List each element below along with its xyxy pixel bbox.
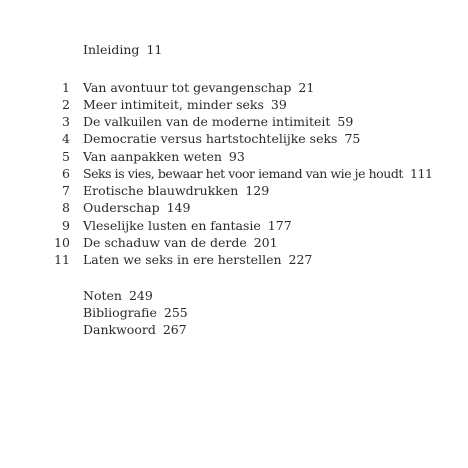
toc-chapter-number: 4 bbox=[62, 131, 70, 146]
toc-entry-title bbox=[83, 217, 292, 235]
toc-page-number: 11 bbox=[146, 42, 163, 57]
toc-title-text: Vleselijke lusten en fantasie bbox=[83, 218, 261, 233]
toc-entry-title bbox=[83, 304, 188, 322]
toc-chapter-number: 6 bbox=[62, 166, 70, 181]
toc-page-number: 75 bbox=[344, 131, 361, 146]
toc-page-number: 227 bbox=[288, 252, 313, 267]
toc-entry-title bbox=[83, 130, 360, 148]
toc-entry-chapter-1 bbox=[0, 79, 468, 97]
toc-title-text: Democratie versus hartstochtelijke seks bbox=[83, 131, 338, 146]
toc-entry-chapter-2 bbox=[0, 96, 468, 114]
toc-chapter-number: 7 bbox=[62, 183, 70, 198]
toc-entry-title bbox=[83, 321, 187, 339]
toc-page-number: 111 bbox=[409, 166, 433, 181]
toc-chapter-number: 10 bbox=[54, 235, 70, 250]
toc-entry-chapter-7 bbox=[0, 182, 468, 200]
toc-entry-title bbox=[83, 287, 153, 305]
toc-entry-title bbox=[83, 165, 432, 183]
toc-entry-bibliography bbox=[0, 304, 468, 322]
toc-page-number: 129 bbox=[245, 183, 270, 198]
toc-entry-title bbox=[83, 251, 312, 269]
toc-page-number: 59 bbox=[337, 114, 354, 129]
toc-entry-chapter-6 bbox=[0, 165, 468, 183]
toc-page-number: 149 bbox=[166, 200, 191, 215]
toc-title-text: Van aanpakken weten bbox=[83, 149, 222, 164]
toc-page-number: 39 bbox=[270, 97, 287, 112]
toc-chapter-number: 3 bbox=[62, 114, 70, 129]
toc-page-number: 93 bbox=[228, 149, 245, 164]
toc-entry-notes bbox=[0, 287, 468, 305]
toc-entry-title bbox=[83, 148, 245, 166]
toc-chapter-number: 5 bbox=[62, 149, 70, 164]
toc-chapter-number: 9 bbox=[62, 218, 70, 233]
toc-entry-chapter-4 bbox=[0, 130, 468, 148]
toc-entry-title bbox=[83, 234, 278, 252]
toc-title-text: Ouderschap bbox=[83, 200, 160, 215]
toc-entry-title bbox=[83, 182, 269, 200]
toc-entry-chapter-11 bbox=[0, 251, 468, 269]
toc-entry-chapter-5 bbox=[0, 148, 468, 166]
toc-title-text: De valkuilen van de moderne intimiteit bbox=[83, 114, 331, 129]
toc-title-text: Van avontuur tot gevangenschap bbox=[83, 80, 292, 95]
toc-entry-chapter-3 bbox=[0, 113, 468, 131]
toc-chapter-number: 1 bbox=[62, 80, 70, 95]
toc-title-text: Laten we seks in ere herstellen bbox=[83, 252, 282, 267]
toc-chapter-number: 8 bbox=[62, 200, 70, 215]
toc-title-text: Seks is vies, bewaar het voor iemand van wie je houdt bbox=[83, 166, 403, 181]
toc-title-text: De schaduw van de derde bbox=[83, 235, 247, 250]
toc-entry-title bbox=[83, 41, 162, 59]
toc-entry-title bbox=[83, 96, 287, 114]
toc-page-number: 21 bbox=[298, 80, 315, 95]
toc-title-text: Bibliografie bbox=[83, 305, 157, 320]
toc-page-number: 201 bbox=[253, 235, 278, 250]
toc-title-text: Dankwoord bbox=[83, 322, 156, 337]
toc-entry-intro bbox=[0, 41, 468, 59]
toc-title-text: Inleiding bbox=[83, 42, 140, 57]
toc-page-number: 255 bbox=[163, 305, 188, 320]
toc-entry-title bbox=[83, 79, 314, 97]
toc-chapter-number: 2 bbox=[62, 97, 70, 112]
toc-entry-title bbox=[83, 199, 190, 217]
toc-title-text: Erotische blauwdrukken bbox=[83, 183, 239, 198]
toc-entry-chapter-8 bbox=[0, 199, 468, 217]
toc-entry-acknowledgements bbox=[0, 321, 468, 339]
toc-entry-chapter-10 bbox=[0, 234, 468, 252]
toc-entry-title bbox=[83, 113, 353, 131]
toc-chapter-number: 11 bbox=[54, 252, 70, 267]
toc-page-number: 177 bbox=[267, 218, 292, 233]
toc-page-number: 267 bbox=[162, 322, 187, 337]
toc-page-number: 249 bbox=[128, 288, 153, 303]
toc-title-text: Meer intimiteit, minder seks bbox=[83, 97, 264, 112]
toc-entry-chapter-9 bbox=[0, 217, 468, 235]
toc-title-text: Noten bbox=[83, 288, 122, 303]
